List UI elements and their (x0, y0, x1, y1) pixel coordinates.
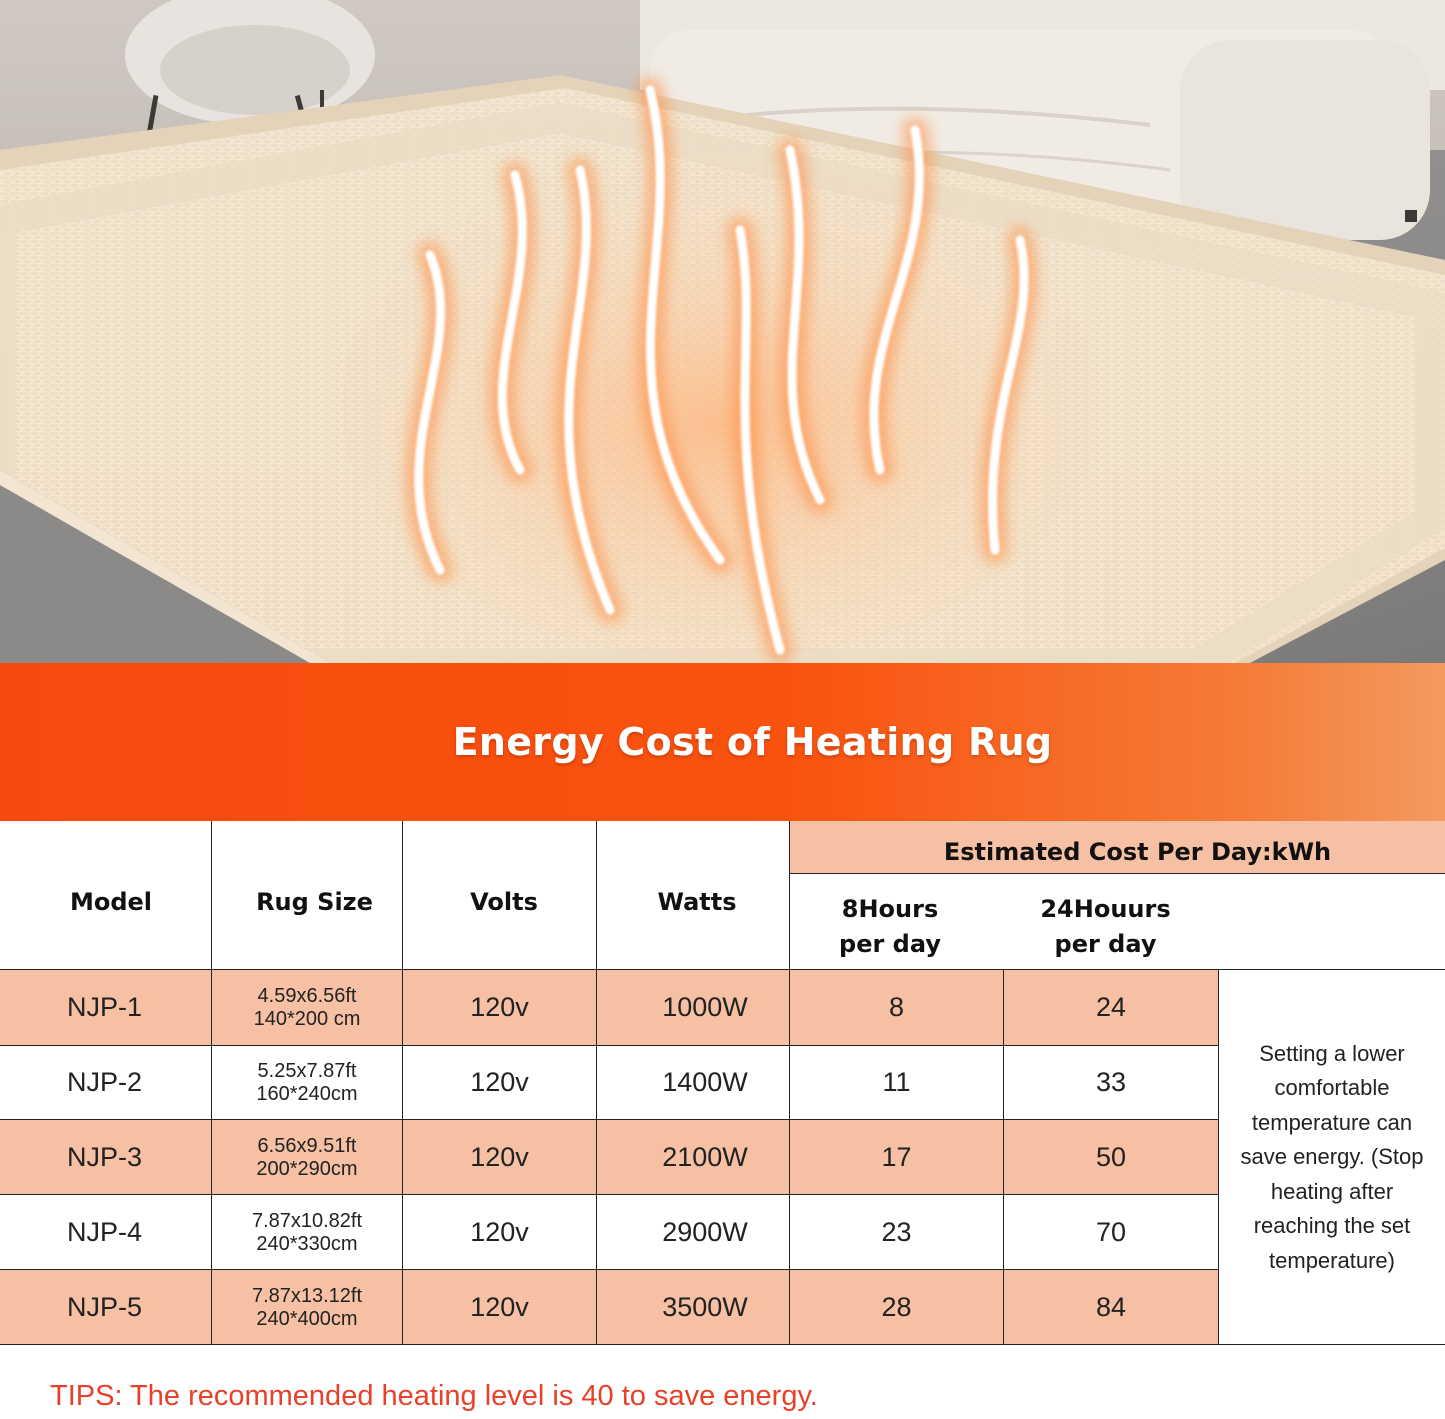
header-24-hours-line1: 24Houurs (1040, 895, 1171, 923)
cell-8-hours: 17 (881, 1142, 912, 1172)
title-banner (0, 663, 1445, 821)
cell-model: NJP-2 (67, 1067, 143, 1097)
header-model: Model (69, 888, 153, 916)
grid-line (789, 821, 790, 1345)
grid-line (0, 969, 1445, 970)
header-24-hours-line2: per day (1054, 930, 1157, 958)
energy-saving-note: Setting a lower comfortable temperature can save energy. (Stop heating after reaching the set temperature) (1219, 970, 1445, 1345)
cell-rug-size (212, 1270, 402, 1345)
rug-size-cm: 160*240cm (256, 1082, 358, 1105)
grid-line (0, 1194, 1218, 1195)
rug-size-ft: 4.59x6.56ft (257, 984, 357, 1007)
cell-volts: 120v (470, 1067, 529, 1097)
grid-line (596, 821, 597, 1345)
rug-size-ft: 7.87x10.82ft (251, 1209, 363, 1232)
grid-line (0, 1269, 1218, 1270)
heated-rug-illustration (0, 0, 1445, 663)
header-8-hours-line2: per day (839, 930, 941, 958)
cell-8-hours: 8 (888, 992, 905, 1022)
cell-model: NJP-1 (67, 992, 143, 1022)
cell-8-hours: 23 (881, 1217, 912, 1247)
rug-size-cm: 200*290cm (256, 1157, 358, 1180)
rug-size-cm: 240*330cm (256, 1232, 358, 1255)
tips-text: TIPS: The recommended heating level is 40 to save energy. (50, 1380, 818, 1412)
cell-watts: 2900W (662, 1217, 748, 1247)
energy-cost-table (0, 821, 1445, 1347)
rug-size-cm: 240*400cm (256, 1307, 358, 1330)
cell-volts: 120v (470, 1292, 529, 1322)
grid-line (0, 1344, 1445, 1345)
header-estimated-cost: Estimated Cost Per Day:kWh (943, 838, 1332, 866)
rug-size-ft: 5.25x7.87ft (257, 1059, 357, 1082)
cell-24-hours: 24 (1095, 992, 1127, 1022)
cell-rug-size (212, 1045, 402, 1120)
cell-volts: 120v (470, 992, 529, 1022)
cell-rug-size (212, 1120, 402, 1195)
rug-size-ft: 6.56x9.51ft (257, 1134, 357, 1157)
grid-line (0, 1045, 1218, 1046)
cell-rug-size (212, 1195, 402, 1270)
page-title: Energy Cost of Heating Rug (452, 720, 1053, 764)
rug-size-ft: 7.87x13.12ft (251, 1284, 363, 1307)
cell-volts: 120v (470, 1142, 529, 1172)
header-8-hours (790, 889, 990, 965)
grid-line (1003, 970, 1004, 1345)
cell-24-hours: 70 (1095, 1217, 1127, 1247)
header-volts: Volts (470, 888, 538, 916)
cell-watts: 1000W (662, 992, 748, 1022)
grid-line (211, 821, 212, 1345)
hero-image (0, 0, 1445, 663)
cell-rug-size (212, 970, 402, 1045)
cell-volts: 120v (470, 1217, 529, 1247)
cell-watts: 3500W (662, 1292, 748, 1322)
rug-size-cm: 140*200 cm (253, 1007, 361, 1030)
grid-line (402, 821, 403, 1345)
cell-watts: 2100W (662, 1142, 748, 1172)
cell-24-hours: 33 (1095, 1067, 1127, 1097)
grid-line (0, 1119, 1218, 1120)
cell-model: NJP-5 (67, 1292, 143, 1322)
heat-glow (340, 140, 1100, 660)
header-8-hours-line1: 8Hours (841, 895, 939, 923)
header-24-hours (1003, 889, 1208, 965)
cell-24-hours: 84 (1095, 1292, 1127, 1322)
header-rug-size: Rug Size (256, 888, 373, 916)
cell-watts: 1400W (662, 1067, 748, 1097)
grid-line (1218, 970, 1219, 1345)
header-watts: Watts (657, 888, 737, 916)
cell-24-hours: 50 (1095, 1142, 1127, 1172)
cell-model: NJP-4 (67, 1217, 143, 1247)
cell-8-hours: 28 (881, 1292, 912, 1322)
cell-model: NJP-3 (67, 1142, 143, 1172)
cell-8-hours: 11 (882, 1067, 911, 1097)
grid-line (790, 873, 1445, 874)
